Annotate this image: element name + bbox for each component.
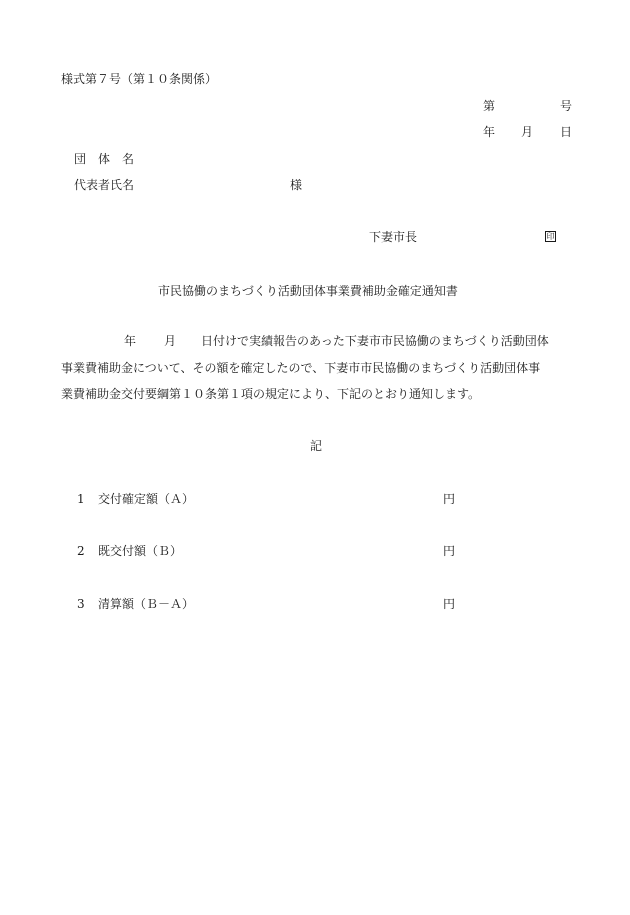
doc-number-suffix: 号: [560, 99, 573, 113]
item-unit: 円: [443, 544, 456, 558]
date-year: 年: [483, 125, 496, 139]
group-name-label: 団 体 名: [74, 152, 135, 166]
form-label: 様式第７号（第１０条関係）: [61, 72, 218, 86]
item-label: 既交付額（Ｂ）: [98, 544, 183, 558]
representative-label: 代表者氏名: [74, 178, 135, 192]
item-label: 清算額（Ｂ－Ａ）: [98, 597, 195, 611]
honorific: 様: [290, 178, 303, 192]
item-unit: 円: [443, 492, 456, 506]
item-unit: 円: [443, 597, 456, 611]
body-line3: 業費補助金交付要綱第１０条第１項の規定により、下記のとおり通知します。: [61, 387, 481, 401]
issuer-title: 下妻市長: [369, 230, 418, 244]
item-number: 3: [77, 597, 85, 611]
item-number: 1: [77, 492, 85, 506]
item-label: 交付確定額（Ａ）: [98, 492, 195, 506]
document-title: 市民協働のまちづくり活動団体事業費補助金確定通知書: [158, 284, 458, 298]
ki-heading: 記: [310, 439, 323, 453]
body-line1: 日付けで実績報告のあった下妻市市民協働のまちづくり活動団体: [201, 334, 549, 348]
body-line2: 事業費補助金について、その額を確定したので、下妻市市民協働のまちづくり活動団体事: [61, 361, 541, 375]
body-month: 月: [164, 334, 177, 348]
seal-mark: 印: [546, 232, 555, 241]
item-number: 2: [77, 544, 85, 558]
date-month: 月: [521, 125, 534, 139]
date-day: 日: [560, 125, 573, 139]
body-year: 年: [124, 334, 137, 348]
doc-number-prefix: 第: [483, 99, 496, 113]
